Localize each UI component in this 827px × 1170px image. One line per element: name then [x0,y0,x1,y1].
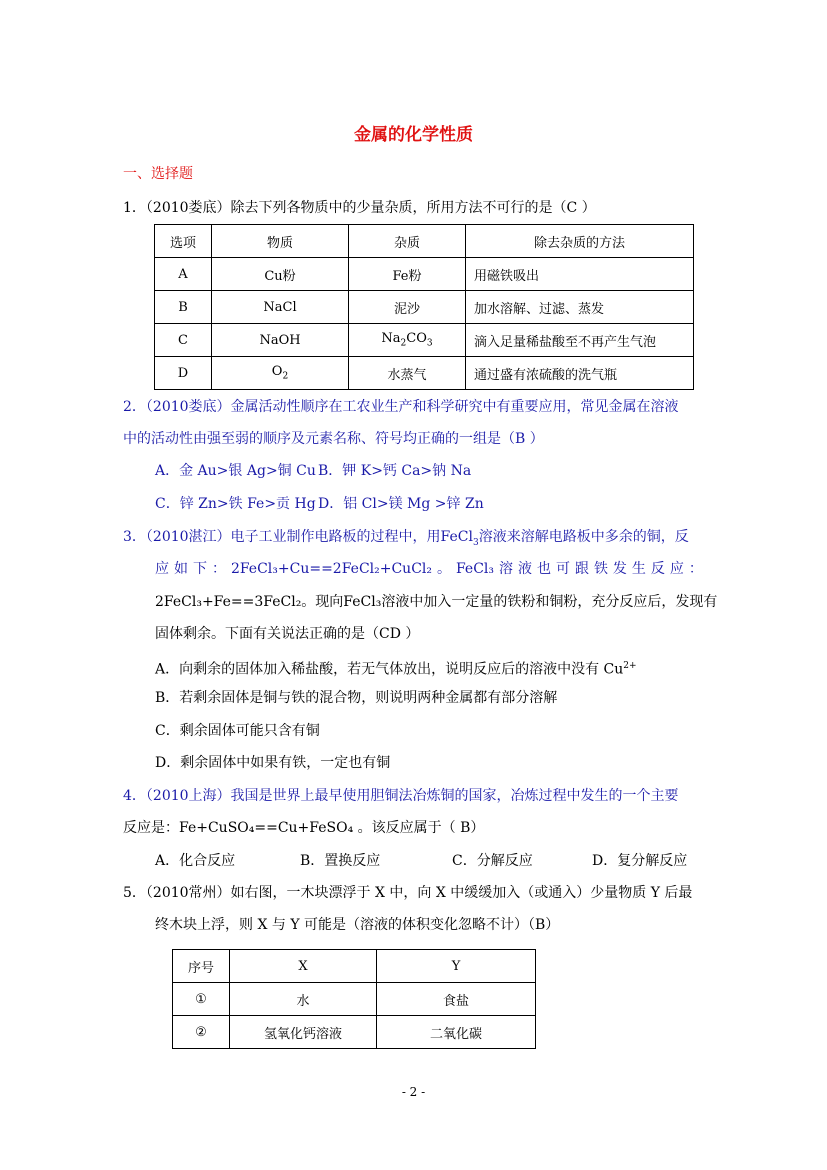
question-4-line-2: 反应是：Fe+CuSO₄==Cu+FeSO₄ 。该反应属于（ B） [123,820,485,836]
question-2-option-c: C．锌 Zn>铁 Fe>贡 Hg [155,496,316,512]
table-cell: 加水溶解、过滤、蒸发 [466,291,694,324]
table-row [155,357,694,390]
table-row [155,291,694,324]
question-4-option-d: D．复分解反应 [592,853,688,869]
text-run: 跟 [574,561,589,577]
question-3-line-4: 固体剩余。下面有关说法正确的是（CD ） [155,626,420,642]
text-run: 也 [536,561,551,577]
question-1-text: 1．（2010娄底）除去下列各物质中的少量杂质，所用方法不可行的是（C ） [123,200,596,216]
question-3-line-1 [123,527,689,553]
question-4-option-a: A．化合反应 [155,853,236,869]
question-5-line-2: 终木块上浮，则 X 与 Y 可能是（溶液的体积变化忽略不计）（B） [155,917,560,933]
page-number: - 2 - [401,1085,426,1099]
table-cell: NaOH [212,324,349,357]
formula-part: Na [381,331,401,347]
text-run: 反 [650,561,665,577]
table-row [173,983,536,1016]
text-run: 3．（2010湛江）电子工业制作电路板的过程中，用FeCl [123,529,473,545]
table-cell: B [155,291,212,324]
table-header-row [173,950,536,983]
table-cell [212,357,349,390]
table-cell: ① [173,983,230,1016]
question-2-option-d: D．铝 Cl>镁 Mg >锌 Zn [318,496,484,512]
table-row [155,258,694,291]
text-run: 铁 [593,561,608,577]
table-header: 除去杂质的方法 [466,225,694,258]
table-cell: 水 [230,983,377,1016]
text-run: 应 [669,561,684,577]
question-4-line-1: 4．（2010上海）我国是世界上最早使用胆铜法冶炼铜的国家，冶炼过程中发生的一个主要 [123,788,679,804]
table-header: 杂质 [349,225,466,258]
table-cell: 水蒸气 [349,357,466,390]
question-2-line-1: 2．（2010娄底）金属活动性顺序在工农业生产和科学研究中有重要应用，常见金属在溶液 [123,399,679,415]
table-cell: 二氧化碳 [377,1016,536,1049]
text-run: A．向剩余的固体加入稀盐酸，若无气体放出，说明反应后的溶液中没有 Cu [155,661,624,678]
formula: FeCl₃ [455,561,495,577]
table-cell: Cu粉 [212,258,349,291]
table-cell: ② [173,1016,230,1049]
text-run: 。 [437,561,451,577]
table-cell: A [155,258,212,291]
question-5-table [172,949,536,1049]
formula-subscript: 2 [400,338,407,349]
table-cell: Fe粉 [349,258,466,291]
text-run: 溶液来溶解电路板中多余的铜，反 [478,529,689,545]
formula-part: CO [406,331,427,347]
text-run: 液 [518,561,532,577]
text-run: 溶 [499,561,514,577]
text-run: ： [688,561,703,577]
question-2-option-b: B．钾 K>钙 Ca>钠 Na [318,463,472,479]
table-header: 选项 [155,225,212,258]
question-3-option-d: D．剩余固体中如果有铁，一定也有铜 [155,755,391,771]
table-cell: NaCl [212,291,349,324]
table-cell: 用磁铁吸出 [466,258,694,291]
page-title: 金属的化学性质 [354,125,473,145]
question-2-line-2: 中的活动性由强至弱的顺序及元素名称、符号均正确的一组是（B ） [123,431,544,447]
table-cell: C [155,324,212,357]
text-run: 生 [631,561,646,577]
text-run: 应 [155,561,169,577]
question-4-option-c: C．分解反应 [452,853,533,869]
equation: 2FeCl₃+Cu==2FeCl₂+CuCl₂ [230,561,433,577]
question-1-table [154,224,694,390]
table-header: 物质 [212,225,349,258]
table-cell [349,324,466,357]
table-cell: D [155,357,212,390]
formula-subscript: 2 [282,371,289,382]
table-row [173,1016,536,1049]
formula-superscript: 2+ [623,661,637,671]
formula-subscript: 3 [472,537,479,548]
table-header: 序号 [173,950,230,983]
text-run: 可 [555,561,570,577]
question-3-option-b: B．若剩余固体是铜与铁的混合物，则说明两种金属都有部分溶解 [155,690,558,706]
text-run: 下 [192,561,207,577]
table-cell: 泥沙 [349,291,466,324]
formula-subscript: 3 [426,338,433,349]
question-3-option-a [155,656,637,680]
table-header: X [230,950,377,983]
question-3-line-2 [155,559,703,579]
text-run: 发 [612,561,627,577]
section-heading: 一、选择题 [123,166,193,182]
table-cell: 氢氧化钙溶液 [230,1016,377,1049]
question-3-option-c: C．剩余固体可能只含有铜 [155,723,320,739]
question-5-line-1: 5．（2010常州）如右图，一木块漂浮于 X 中，向 X 中缓缓加入（或通入）少量物质 Y 后最 [123,885,693,901]
table-cell: 通过盛有浓硫酸的洗气瓶 [466,357,694,390]
text-run: ： [211,561,226,577]
table-row [155,324,694,357]
question-2-option-a: A．金 Au>银 Ag>铜 Cu [155,463,316,479]
text-run: 如 [173,561,188,577]
question-4-option-b: B．置换反应 [300,853,381,869]
question-3-line-3: 2FeCl₃+Fe==3FeCl₂。现向FeCl₃溶液中加入一定量的铁粉和铜粉，充分反应后，发现有 [155,594,718,610]
table-cell: 食盐 [377,983,536,1016]
table-cell: 滴入足量稀盐酸至不再产生气泡 [466,324,694,357]
table-header: Y [377,950,536,983]
table-header-row [155,225,694,258]
formula-part: O [271,364,283,380]
